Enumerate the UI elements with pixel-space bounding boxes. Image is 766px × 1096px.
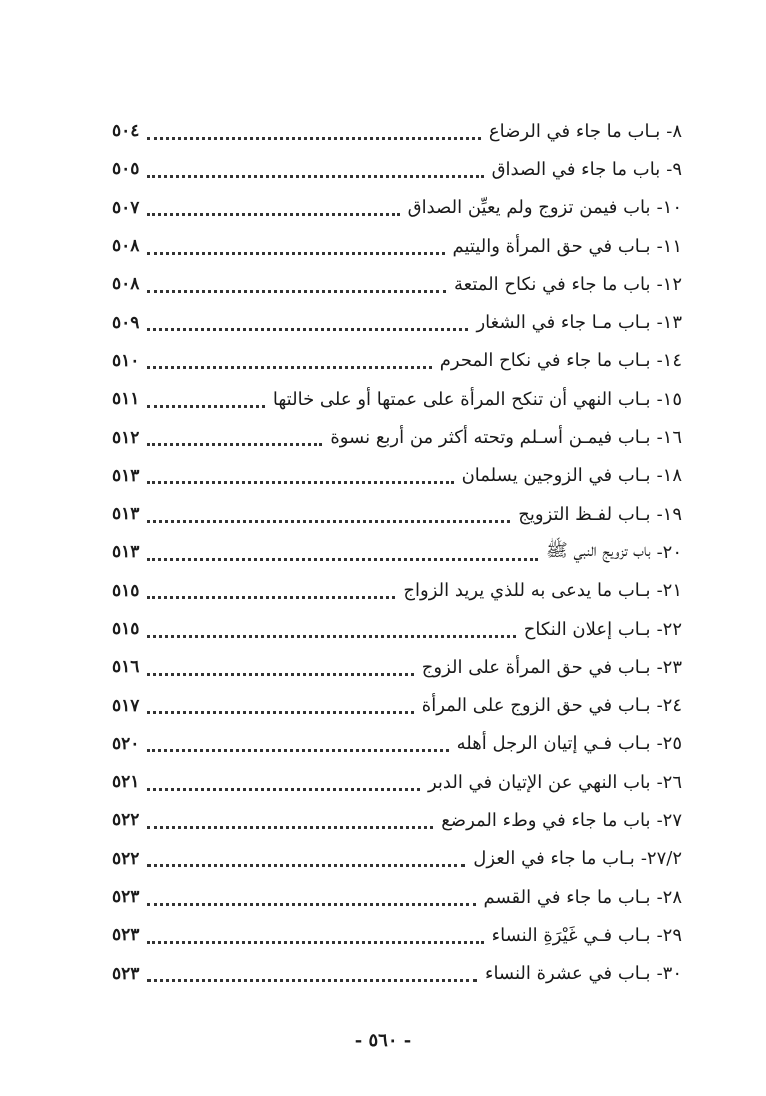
toc-entry-number: ٨- [666, 120, 682, 142]
toc-entry-number: ٣٠- [656, 963, 682, 985]
toc-entry-page: ٥١٢ [112, 427, 140, 448]
toc-entry-page: ٥٢٣ [112, 887, 140, 908]
dot-leader [147, 631, 515, 638]
toc-entry-page: ٥٢٢ [112, 848, 140, 869]
toc-entry [112, 686, 682, 724]
page-number: - ٥٦٠ - [354, 1030, 412, 1051]
toc-entry-title: بـاب إعلان النكاح [523, 618, 651, 640]
toc-entry-page: ٥٢١ [112, 772, 140, 793]
toc-entry-number: ١٩- [656, 503, 682, 525]
toc-entry-title: بـاب في الزوجين يسلمان [461, 465, 651, 487]
dot-leader [147, 362, 431, 369]
dot-leader [147, 784, 420, 791]
toc-entry [112, 380, 682, 418]
dot-leader [147, 669, 413, 676]
toc-entry [112, 725, 682, 763]
toc-entry-title: بـاب فـي غَيْرَةِ النساء [491, 924, 651, 946]
toc-entry-title: باب ما جاء في نكاح المتعة [453, 273, 651, 295]
dot-leader [147, 899, 475, 906]
dot-leader [147, 171, 483, 178]
toc-entry-page: ٥١٥ [112, 580, 140, 601]
toc-entry [112, 418, 682, 456]
toc-entry-number: ٢٠- [656, 541, 682, 563]
toc-entry-number: ٢٤- [656, 695, 682, 717]
toc-entry-number: ٢٦- [656, 771, 682, 793]
toc-entry-number: ٩- [666, 158, 682, 180]
toc-entry-page: ٥٠٩ [112, 312, 140, 333]
dot-leader [147, 324, 468, 331]
dot-leader [147, 248, 444, 255]
toc-entry-title: بـاب في حق المرأة على الزوج [421, 656, 651, 678]
toc-entry-number: ٢٢- [656, 618, 682, 640]
dot-leader [147, 937, 483, 944]
toc-entry-title: بـاب فيمـن أسـلم وتحته أكثر من أربع نسوة [330, 427, 651, 449]
toc-entry-title: باب ما جاء في وطء المرضع [441, 809, 651, 831]
toc-entry-title: بـاب ما جاء في القسم [483, 886, 651, 908]
toc-entry-title: بـاب في عشرة النساء [484, 963, 651, 985]
dot-leader [147, 860, 465, 867]
toc-entry-page: ٥٠٤ [112, 121, 140, 142]
toc-entry-number: ٢٣- [656, 656, 682, 678]
toc-entry-title: باب فيمن تزوج ولم يعيِّن الصداق [407, 197, 651, 219]
dot-leader [147, 286, 446, 293]
toc-entry-number: ٢٧/٢- [640, 848, 682, 870]
dot-leader [147, 439, 322, 446]
dot-leader [147, 745, 448, 752]
toc-entry [112, 648, 682, 686]
toc-entry-title: بـاب في حق المرأة واليتيم [452, 235, 651, 257]
toc-entry-page: ٥٠٨ [112, 274, 140, 295]
toc-entry [112, 840, 682, 878]
toc-entry [112, 763, 682, 801]
toc-entry-number: ١١- [656, 235, 682, 257]
toc-entry [112, 495, 682, 533]
toc-entry-page: ٥١٠ [112, 350, 140, 371]
toc-entry-number: ٢١- [656, 580, 682, 602]
toc-entry-number: ٢٨- [656, 886, 682, 908]
toc-entry-number: ١٥- [656, 388, 682, 410]
toc-entry [112, 303, 682, 341]
dot-leader [147, 401, 264, 408]
toc-entry-page: ٥٢٣ [112, 963, 140, 984]
toc-entry [112, 227, 682, 265]
toc-entry-page: ٥١٣ [112, 504, 140, 525]
toc-entry-page: ٥١٣ [112, 542, 140, 563]
toc-entry-page: ٥٠٧ [112, 197, 140, 218]
toc-entry [112, 572, 682, 610]
toc-entry-title: بـاب لفـظ التزويج [518, 503, 651, 525]
toc-entry [112, 342, 682, 380]
toc-entry-page: ٥١٧ [112, 695, 140, 716]
dot-leader [147, 707, 413, 714]
dot-leader [147, 975, 477, 982]
dot-leader [147, 822, 433, 829]
toc-entry-page: ٥١٥ [112, 619, 140, 639]
dot-leader [147, 554, 538, 561]
toc-entry-title: باب تزويج النبي ﷺ [545, 540, 651, 562]
toc-entry-title: باب ما جاء في الصداق [491, 158, 661, 180]
toc-entry-title: بـاب ما يدعى به للذي يريد الزواج [403, 580, 651, 602]
dot-leader [147, 209, 399, 216]
toc-entry [112, 533, 682, 571]
toc-entry-title: بـاب النهي أن تنكح المرأة على عمتها أو على خالتها [272, 388, 651, 410]
dot-leader [147, 516, 510, 523]
toc-entry [112, 610, 682, 648]
dot-leader [147, 133, 480, 140]
toc-entry [112, 150, 682, 188]
toc-entry-title: بـاب في حق الزوج على المرأة [421, 695, 651, 717]
toc-entry-page: ٥١٣ [112, 465, 140, 486]
toc-entry-number: ١٢- [656, 273, 682, 295]
toc-entry [112, 955, 682, 993]
toc-entry-title: بـاب ما جاء في العزل [473, 848, 635, 870]
toc-entry-title: باب النهي عن الإتيان في الدبر [427, 771, 651, 793]
toc-entry [112, 112, 682, 150]
toc-entry-title: بـاب ما جاء في نكاح المحرم [439, 350, 651, 372]
toc-entry [112, 916, 682, 954]
dot-leader [147, 477, 453, 484]
toc-entry-title: بـاب ما جاء في الرضاع [488, 120, 661, 142]
toc-entry-number: ١٤- [656, 350, 682, 372]
toc-entry-number: ١٠- [656, 197, 682, 219]
toc-entry-page: ٥١٦ [112, 657, 140, 678]
toc-entry [112, 457, 682, 495]
dot-leader [147, 592, 395, 599]
toc-entry-page: ٥٢٠ [112, 733, 140, 754]
toc-entry-page: ٥١١ [112, 389, 140, 410]
toc-entry [112, 878, 682, 916]
toc-entry-page: ٥٢٣ [112, 925, 140, 946]
toc-entry-title: بـاب فـي إتيان الرجل أهله [456, 733, 651, 755]
toc-entry-title: بـاب مـا جاء في الشغار [476, 312, 651, 334]
toc-entry-number: ٢٥- [656, 733, 682, 755]
table-of-contents [112, 112, 682, 993]
toc-entry-page: ٥٠٨ [112, 236, 140, 257]
toc-entry [112, 189, 682, 227]
toc-entry-number: ١٨- [656, 465, 682, 487]
toc-entry-number: ٢٧- [656, 809, 682, 831]
toc-entry-number: ١٦- [656, 427, 682, 449]
toc-entry-page: ٥٠٥ [112, 159, 140, 180]
toc-entry-page: ٥٢٢ [112, 810, 140, 831]
toc-entry [112, 265, 682, 303]
toc-entry-number: ٢٩- [656, 924, 682, 946]
toc-entry-number: ١٣- [656, 312, 682, 334]
toc-entry [112, 801, 682, 839]
